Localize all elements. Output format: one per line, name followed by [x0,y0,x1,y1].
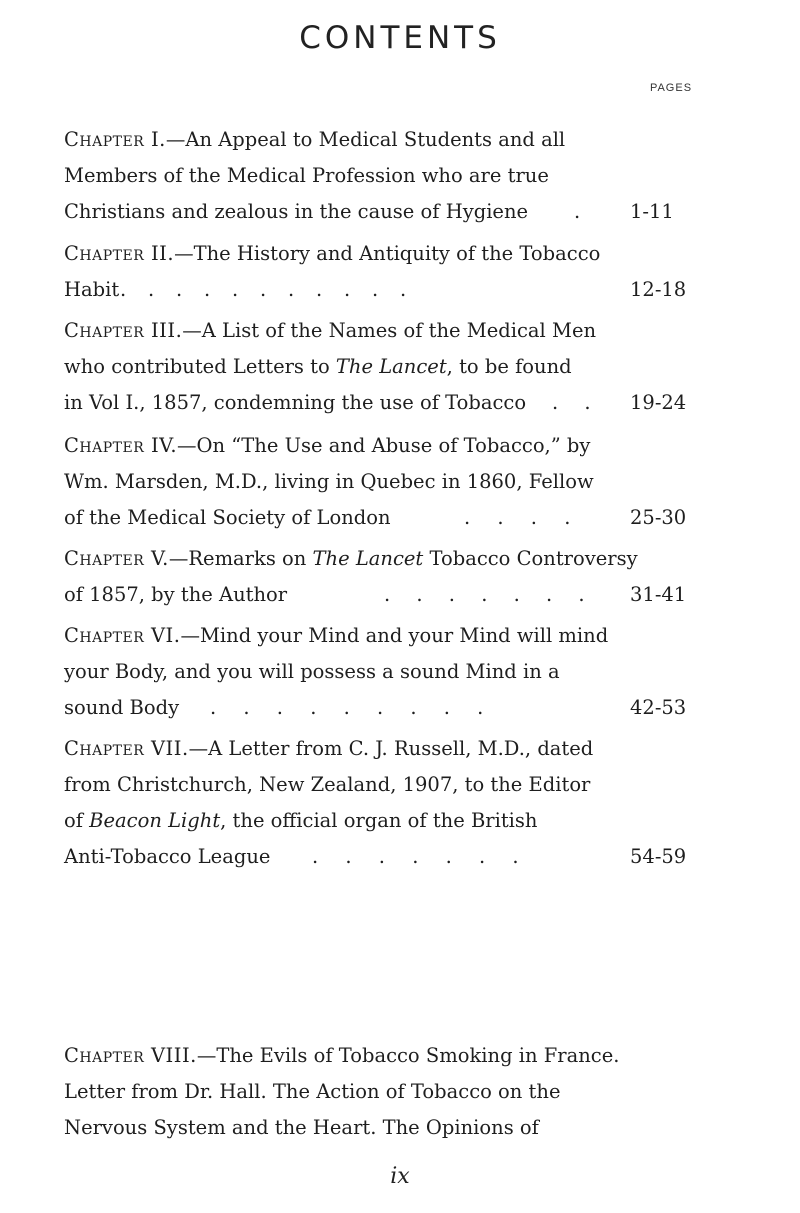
chapter-label: Chapter VIII. [64,1044,197,1067]
entry-text: Members of the Medical Profession who are true [64,164,549,187]
entry-text: of 1857, by the Author [64,583,288,606]
chapter-label: Chapter I. [64,128,166,151]
entry-text: —The History and Antiquity of the Tobacco [174,242,601,265]
chapter-label: Chapter III. [64,319,183,342]
pages-column-header: PAGES [649,82,693,94]
toc-entry-chapter-3[interactable] [64,313,704,421]
leader-dots: . . . . . . . . . [210,696,494,719]
toc-entry-chapter-2[interactable] [64,236,704,308]
entry-text: —Remarks on [168,547,307,570]
toc-entry-chapter-6[interactable] [64,618,704,726]
page-title: CONTENTS [299,20,501,56]
entry-text: of the Medical Society of London [64,506,391,529]
entry-text: Letter from Dr. Hall. The Action of Tobacco on the [64,1080,561,1103]
entry-text: sound Body [64,696,180,719]
entry-text: , to be found [446,355,572,378]
leader-dots: . . . . . . . [384,583,595,606]
toc-entry-chapter-8[interactable] [64,1038,704,1146]
entry-text: —A Letter from C. J. Russell, M.D., dated [188,737,594,760]
leader-dots: . . . . . . . [312,845,530,868]
italic-title: Beacon Light [89,809,221,832]
chapter-label: Chapter V. [64,547,169,570]
page-range: 31-41 [630,583,687,606]
entry-text: from Christchurch, New Zealand, 1907, to the Editor [64,773,591,796]
leader-dots: . [574,200,581,223]
toc-entry-chapter-5[interactable] [64,541,704,613]
entry-text: Habit [64,278,120,301]
entry-text: Wm. Marsden, M.D., living in Quebec in 1860, Fellow [64,470,594,493]
leader-dots: . . . . [464,506,581,529]
entry-text: Christians and zealous in the cause of Hygiene [64,200,529,223]
chapter-label: Chapter II. [64,242,175,265]
chapter-label: Chapter VII. [64,737,189,760]
italic-title: The Lancet [335,355,447,378]
leader-dots: . . . . . . . . . . . [120,278,414,301]
page-range: 42-53 [630,696,687,719]
entry-text: —A List of the Names of the Medical Men [182,319,597,342]
toc-entry-chapter-7[interactable] [64,731,704,875]
chapter-label: Chapter VI. [64,624,181,647]
italic-title: The Lancet [312,547,424,570]
entry-text: who contributed Letters to [64,355,330,378]
entry-text: your Body, and you will possess a sound Mind in a [64,660,560,683]
page-range: 54-59 [630,845,687,868]
entry-text: in Vol I., 1857, condemning the use of Tobacco [64,391,527,414]
toc-entry-chapter-1[interactable] [64,122,704,230]
entry-text: Anti-Tobacco League [64,845,271,868]
entry-text: Nervous System and the Heart. The Opinions of [64,1116,539,1139]
page-number: ix [390,1164,410,1189]
page-range: 1-11 [630,200,674,223]
toc-entry-chapter-4[interactable] [64,428,704,536]
leader-dots: . . [552,391,601,414]
page-range: 25-30 [630,506,687,529]
chapter-label: Chapter IV. [64,434,178,457]
entry-text: —Mind your Mind and your Mind will mind [180,624,609,647]
page-range: 12-18 [630,278,687,301]
entry-text: , the official organ of the British [220,809,538,832]
entry-text: —The Evils of Tobacco Smoking in France. [196,1044,620,1067]
entry-text: —On “The Use and Abuse of Tobacco,” by [177,434,591,457]
entry-text: Tobacco Controversy [429,547,638,570]
entry-text: —An Appeal to Medical Students and all [165,128,566,151]
page-range: 19-24 [630,391,687,414]
entry-text: of [64,809,83,832]
